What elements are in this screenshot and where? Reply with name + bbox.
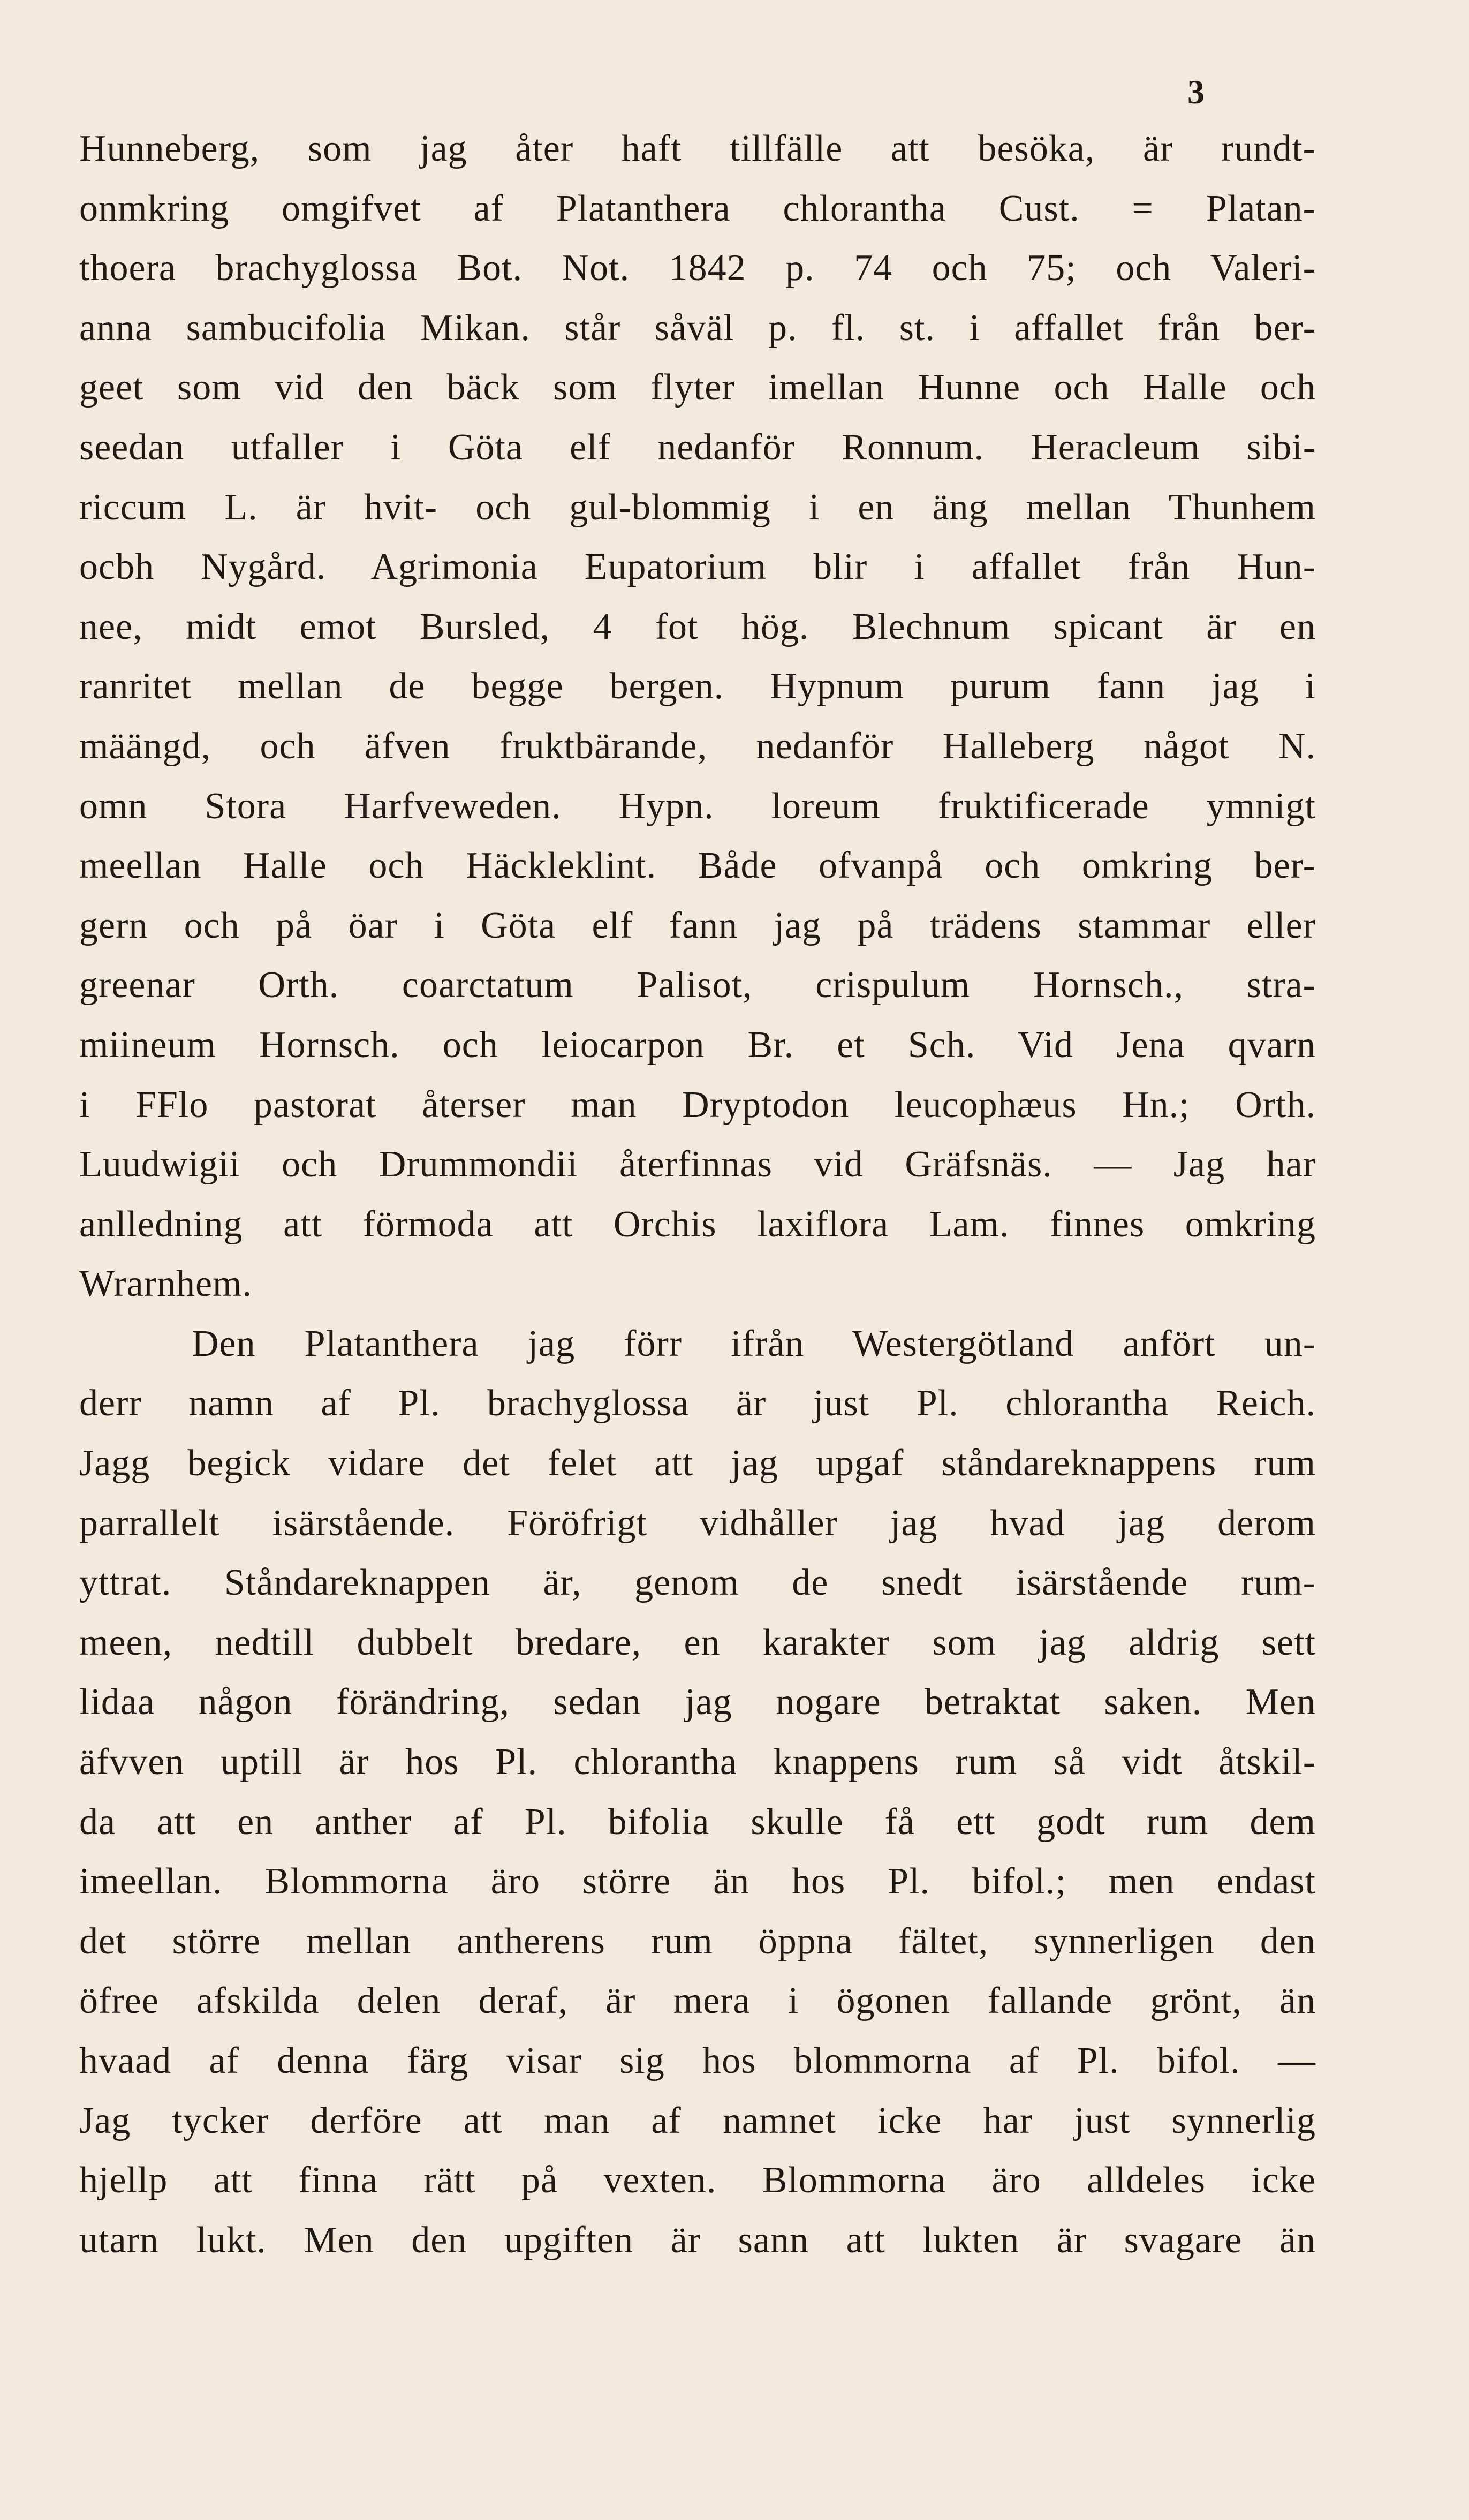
text-line: Luudwigii och Drummondii återfinnas vid Gräfsnäs. — Jag har	[79, 1144, 1316, 1186]
text-line: derr namn af Pl. brachyglossa är just Pl. chlorantha Reich.	[79, 1383, 1316, 1424]
text-line: Jag tycker derföre att man af namnet icke har just synnerlig	[79, 2100, 1316, 2141]
text-line: hjellp att finna rätt på vexten. Blommorna äro alldeles icke	[79, 2160, 1316, 2201]
text-line: Den Platanthera jag förr ifrån Westergötland anfört un-	[192, 1323, 1316, 1364]
text-line: seedan utfaller i Göta elf nedanför Ronnum. Heracleum sibi-	[79, 426, 1316, 468]
text-line: imeellan. Blommorna äro större än hos Pl. bifol.; men endast	[79, 1861, 1316, 1903]
text-line: geet som vid den bäck som flyter imellan Hunne och Halle och	[79, 367, 1316, 409]
text-line: thoera brachyglossa Bot. Not. 1842 p. 74 och 75; och Valeri-	[79, 247, 1316, 289]
text-line: nee, midt emot Bursled, 4 fot hög. Blechnum spicant är en	[79, 606, 1316, 647]
body-text	[79, 119, 1316, 2270]
text-line: utarn lukt. Men den upgiften är sann att lukten är svagare än	[79, 2219, 1316, 2261]
text-line: omn Stora Harfveweden. Hypn. loreum fruktificerade ymnigt	[79, 785, 1316, 827]
text-line: hvaad af denna färg visar sig hos blommorna af Pl. bifol. —	[79, 2040, 1316, 2081]
text-line: meen, nedtill dubbelt bredare, en karakter som jag aldrig sett	[79, 1621, 1316, 1663]
page-number: 3	[1187, 73, 1205, 111]
text-line: Hunneberg, som jag åter haft tillfälle att besöka, är rundt-	[79, 128, 1316, 169]
text-line: onmkring omgifvet af Platanthera chlorantha Cust. = Platan-	[79, 187, 1316, 229]
text-line: meellan Halle och Häckleklint. Både ofvanpå och omkring ber-	[79, 845, 1316, 887]
text-line: i FFlo pastorat återser man Dryptodon leucophæus Hn.; Orth.	[79, 1084, 1316, 1126]
text-line: det större mellan antherens rum öppna fältet, synnerligen den	[79, 1920, 1316, 1962]
text-line: ocbh Nygård. Agrimonia Eupatorium blir i affallet från Hun-	[79, 546, 1316, 588]
text-line: greenar Orth. coarctatum Palisot, crispulum Hornsch., stra-	[79, 964, 1316, 1006]
text-line: lidaa någon förändring, sedan jag nogare betraktat saken. Men	[79, 1681, 1316, 1723]
text-line: riccum L. är hvit- och gul-blommig i en äng mellan Thunhem	[79, 486, 1316, 528]
text-line: öfree afskilda delen deraf, är mera i ögonen fallande grönt, än	[79, 1980, 1316, 2022]
text-line: Jagg begick vidare det felet att jag upgaf ståndareknappens rum	[79, 1443, 1316, 1484]
text-line: Wrarnhem.	[79, 1263, 252, 1305]
text-line: yttrat. Ståndareknappen är, genom de snedt isärstående rum-	[79, 1562, 1316, 1604]
text-line: ranritet mellan de begge bergen. Hypnum purum fann jag i	[79, 666, 1316, 707]
text-line: gern och på öar i Göta elf fann jag på trädens stammar eller	[79, 904, 1316, 946]
text-line: parrallelt isärstående. Föröfrigt vidhåller jag hvad jag derom	[79, 1502, 1316, 1544]
text-line: da att en anther af Pl. bifolia skulle få ett godt rum dem	[79, 1801, 1316, 1843]
text-line: anna sambucifolia Mikan. står såväl p. fl. st. i affallet från ber-	[79, 307, 1316, 349]
text-line: määngd, och äfven fruktbärande, nedanför Halleberg något N.	[79, 725, 1316, 767]
text-line: anlledning att förmoda att Orchis laxiflora Lam. finnes omkring	[79, 1203, 1316, 1245]
text-line: äfvven uptill är hos Pl. chlorantha knappens rum så vidt åtskil-	[79, 1741, 1316, 1783]
text-line: miineum Hornsch. och leiocarpon Br. et Sch. Vid Jena qvarn	[79, 1024, 1316, 1066]
